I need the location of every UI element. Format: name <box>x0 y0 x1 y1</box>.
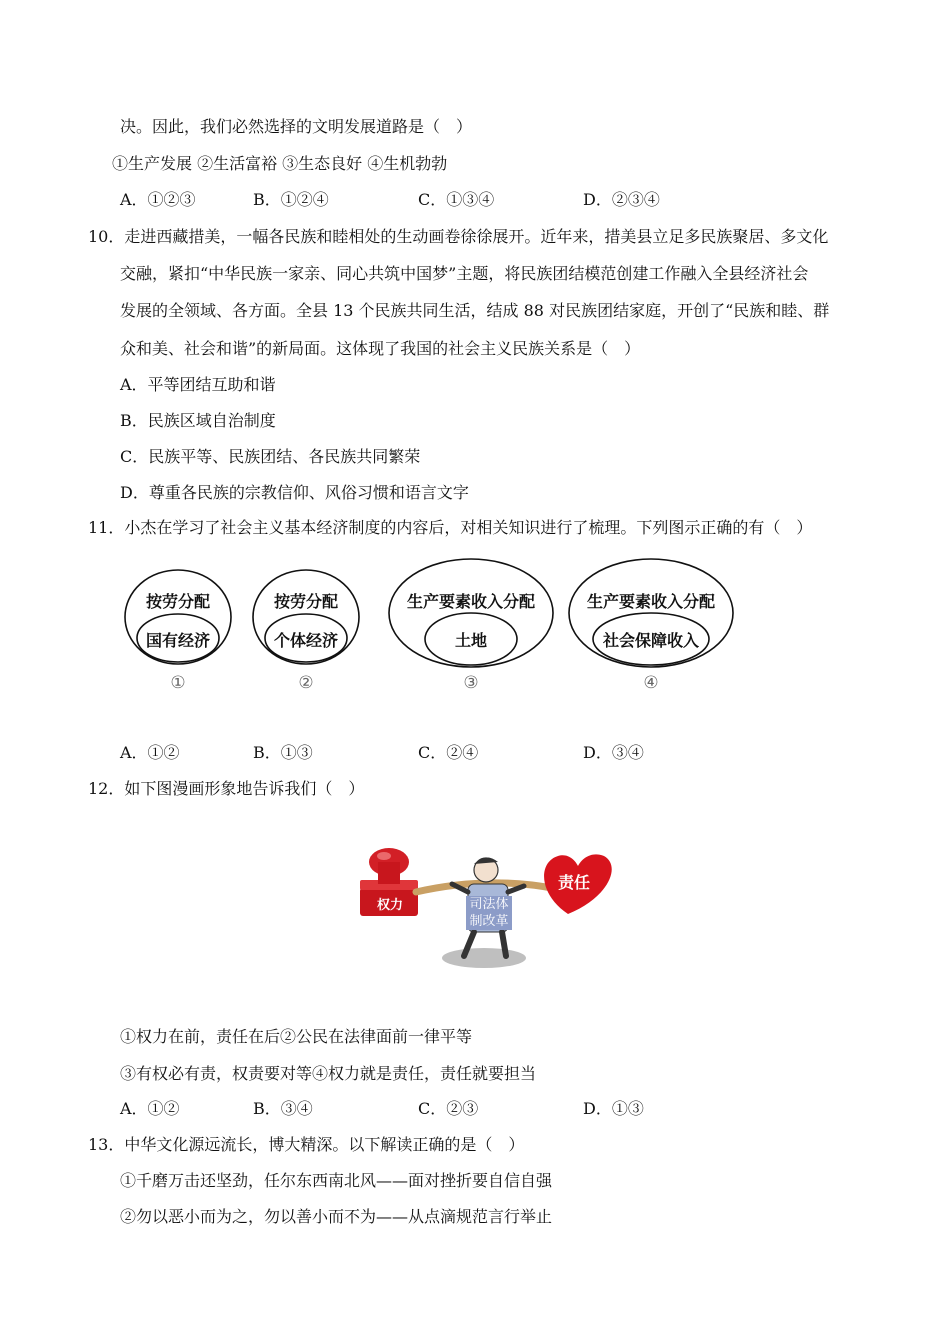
q12-option-d: D．①③ <box>583 1099 644 1118</box>
q9-option-d: D．②③④ <box>583 190 660 209</box>
q11-diagram-3-outer: 生产要素收入分配 <box>406 592 535 611</box>
q9-stem-end: 决。因此，我们必然选择的文明发展道路是（ ） <box>120 117 473 136</box>
q11-diagram-4-outer: 生产要素收入分配 <box>586 592 715 611</box>
q11-option-c: C．②④ <box>418 743 479 762</box>
q10-option-c: C．民族平等、民族团结、各民族共同繁荣 <box>120 447 421 466</box>
q11-diagram-1-number: ① <box>170 673 186 693</box>
q10-stem-line-4: 众和美、社会和谐”的新局面。这体现了我国的社会主义民族关系是（ ） <box>120 339 641 358</box>
q11-option-b: B．①③ <box>253 743 313 762</box>
q11-stem: 11．小杰在学习了社会主义基本经济制度的内容后，对相关知识进行了梳理。下列图示正确的有（ ） <box>88 518 813 537</box>
q11-option-a: A．①② <box>120 743 180 762</box>
q10-option-b: B．民族区域自治制度 <box>120 411 276 430</box>
q11-diagram-1 <box>122 567 234 695</box>
q12-stem: 12．如下图漫画形象地告诉我们（ ） <box>88 779 365 798</box>
q11-diagram-3-circles <box>387 557 555 669</box>
q11-diagram-1-outer: 按劳分配 <box>145 592 210 611</box>
q11-diagram-2-number: ② <box>298 673 314 693</box>
q9-option-c: C．①③④ <box>418 190 495 209</box>
q10-option-a: A．平等团结互助和谐 <box>120 375 276 394</box>
q11-diagram-3-inner: 土地 <box>454 631 487 650</box>
q11-diagram-2 <box>250 567 362 695</box>
q12-cartoon-responsibility-label: 责任 <box>557 873 590 892</box>
q9-items: ①生产发展 ②生活富裕 ③生态良好 ④生机勃勃 <box>112 154 448 173</box>
q12-option-c: C．②③ <box>418 1099 479 1118</box>
q13-stem: 13．中华文化源远流长，博大精深。以下解读正确的是（ ） <box>88 1135 525 1154</box>
q10-option-d: D．尊重各民族的宗教信仰、风俗习惯和语言文字 <box>120 483 469 502</box>
q13-item-2: ②勿以恶小而为之，勿以善小而不为——从点滴规范言行举止 <box>120 1207 553 1226</box>
q11-diagram-4-inner: 社会保障收入 <box>602 631 699 650</box>
q10-stem-line-1: 10．走进西藏措美，一幅各民族和睦相处的生动画卷徐徐展开。近年来，措美县立足多民族聚居、多文化 <box>88 227 829 246</box>
q11-option-d: D．③④ <box>583 743 644 762</box>
q12-option-b: B．③④ <box>253 1099 313 1118</box>
q12-cartoon <box>356 840 618 972</box>
q11-diagram-3 <box>387 557 555 695</box>
q11-diagram-1-circles <box>122 567 234 667</box>
q11-diagram-4-circles <box>567 557 735 669</box>
q11-diagram-1-inner: 国有经济 <box>145 631 210 650</box>
q11-diagram-3-number: ③ <box>463 673 479 693</box>
q12-cartoon-figure-label: 司法体制改革 <box>466 896 512 930</box>
q10-stem-line-3: 发展的全领域、各方面。全县 13 个民族共同生活，结成 88 对民族团结家庭，开创了“民族和睦、群 <box>120 301 830 320</box>
q11-diagram-4 <box>567 557 735 695</box>
q12-option-a: A．①② <box>120 1099 180 1118</box>
q11-diagram-4-number: ④ <box>643 673 659 693</box>
q11-diagram-2-inner: 个体经济 <box>273 631 338 650</box>
q12-cartoon-power-label: 权力 <box>376 898 403 913</box>
q10-stem-line-2: 交融，紧扣“中华民族一家亲、同心共筑中国梦”主题，将民族团结模范创建工作融入全县经济社会 <box>120 264 809 283</box>
q11-diagram-2-circles <box>250 567 362 667</box>
q12-item-line-1: ①权力在前，责任在后②公民在法律面前一律平等 <box>120 1027 473 1046</box>
q13-item-1: ①千磨万击还坚劲，任尔东西南北风——面对挫折要自信自强 <box>120 1171 553 1190</box>
q9-option-a: A．①②③ <box>120 190 196 209</box>
q11-diagram-2-outer: 按劳分配 <box>273 592 338 611</box>
q9-option-b: B．①②④ <box>253 190 329 209</box>
q12-item-line-2: ③有权必有责，权责要对等④权力就是责任，责任就要担当 <box>120 1064 537 1083</box>
